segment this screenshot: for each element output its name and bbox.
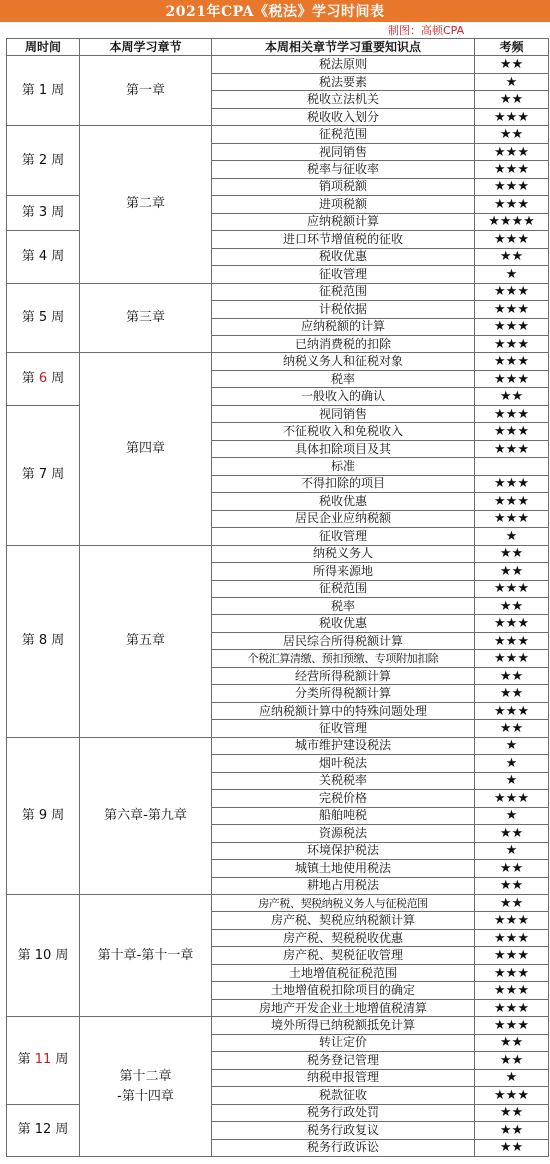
knowledge-point: 进项税额	[212, 196, 475, 213]
week-number: 7	[38, 467, 48, 483]
frequency-stars: ★★	[475, 860, 549, 877]
knowledge-point: 纳税义务人和征税对象	[212, 353, 475, 370]
frequency-stars: ★★	[475, 825, 549, 842]
frequency-stars: ★★★	[475, 1017, 549, 1034]
knowledge-point: 不得扣除的项目	[212, 475, 475, 492]
frequency-stars: ★★★	[475, 161, 549, 178]
frequency-stars: ★	[475, 772, 549, 789]
knowledge-point: 征税范围	[212, 283, 475, 300]
frequency-stars: ★★	[475, 563, 549, 580]
frequency-stars: ★★	[475, 598, 549, 615]
frequency-stars: ★★★	[475, 301, 549, 318]
knowledge-point: 船舶吨税	[212, 807, 475, 824]
chapter-cell: 第十章-第十一章	[80, 894, 212, 1016]
frequency-stars: ★★★	[475, 912, 549, 929]
frequency-stars: ★★	[475, 720, 549, 737]
knowledge-point: 税务行政诉讼	[212, 1139, 475, 1156]
week-suffix: 周	[51, 1122, 69, 1138]
frequency-stars: ★★	[475, 126, 549, 143]
knowledge-point: 税务行政复议	[212, 1122, 475, 1139]
frequency-stars: ★★★	[475, 318, 549, 335]
frequency-stars: ★★★	[475, 929, 549, 946]
knowledge-point: 居民企业应纳税额	[212, 510, 475, 527]
knowledge-point: 税法原则	[212, 56, 475, 73]
header-chapter: 本周学习章节	[80, 39, 212, 56]
knowledge-point: 税法要素	[212, 73, 475, 90]
week-suffix: 周	[51, 1052, 69, 1068]
frequency-stars: ★	[475, 73, 549, 90]
week-prefix: 第	[17, 947, 35, 963]
frequency-stars: ★★★	[475, 632, 549, 649]
credit-note: 制图：高顿CPA	[388, 24, 465, 37]
week-suffix: 周	[47, 310, 65, 325]
frequency-stars: ★★★	[475, 580, 549, 597]
knowledge-point: 纳税义务人	[212, 545, 475, 562]
table-row	[7, 126, 549, 143]
week-prefix: 第	[21, 248, 39, 264]
knowledge-point: 税收立法机关	[212, 91, 475, 108]
frequency-stars: ★★★	[475, 108, 549, 125]
knowledge-point: 房地产开发企业土地增值税清算	[212, 999, 475, 1016]
knowledge-point: 所得来源地	[212, 563, 475, 580]
week-prefix: 第	[17, 1122, 35, 1138]
week-suffix: 周	[47, 205, 65, 221]
knowledge-point: 税率	[212, 370, 475, 387]
frequency-stars: ★★	[475, 1122, 549, 1139]
week-suffix: 周	[51, 947, 69, 963]
knowledge-point: 税收优惠	[212, 615, 475, 632]
frequency-stars: ★★★	[475, 947, 549, 964]
week-suffix: 周	[47, 152, 65, 168]
knowledge-point: 应纳税额计算中的特殊问题处理	[212, 702, 475, 719]
table-row	[7, 737, 549, 754]
frequency-stars: ★★★	[475, 475, 549, 492]
frequency-stars: ★★	[475, 894, 549, 911]
header-points: 本周相关章节学习重要知识点	[212, 39, 475, 56]
frequency-stars: ★★★	[475, 982, 549, 999]
knowledge-point: 纳税申报管理	[212, 1069, 475, 1086]
week-number: 12	[34, 1122, 52, 1138]
knowledge-point: 境外所得已纳税额抵免计算	[212, 1017, 475, 1034]
frequency-stars: ★★★	[475, 615, 549, 632]
frequency-stars: ★★★	[475, 423, 549, 440]
header-row	[7, 39, 549, 56]
chapter-cell: 第三章	[80, 283, 212, 353]
knowledge-point: 税率与征收率	[212, 161, 475, 178]
frequency-stars: ★★	[475, 1139, 549, 1156]
knowledge-point: 烟叶税法	[212, 755, 475, 772]
chapter-cell: 第六章-第九章	[80, 737, 212, 894]
frequency-stars: ★★	[475, 248, 549, 265]
frequency-stars: ★★★	[475, 702, 549, 719]
knowledge-point: 房产税、契税应纳税额计算	[212, 912, 475, 929]
week-number: 9	[38, 807, 48, 823]
frequency-stars: ★	[475, 266, 549, 283]
chapter-cell: 第二章	[80, 126, 212, 283]
knowledge-point: 征税范围	[212, 580, 475, 597]
week-cell	[7, 283, 80, 353]
week-cell	[7, 126, 80, 196]
week-prefix: 第	[21, 807, 39, 823]
frequency-stars: ★★★	[475, 143, 549, 160]
knowledge-point: 耕地占用税法	[212, 877, 475, 894]
week-number: 4	[38, 248, 48, 264]
knowledge-point: 转让定价	[212, 1034, 475, 1051]
table-row	[7, 353, 549, 370]
week-cell	[7, 231, 80, 283]
frequency-stars: ★★★	[475, 790, 549, 807]
week-prefix: 第	[21, 371, 39, 387]
knowledge-point: 个税汇算清缴、预扣预缴、专项附加扣除	[212, 650, 475, 667]
week-cell	[7, 1104, 80, 1156]
knowledge-point: 土地增值税扣除项目的确定	[212, 982, 475, 999]
week-cell	[7, 545, 80, 737]
week-number: 11	[34, 1052, 52, 1068]
week-prefix: 第	[21, 310, 39, 325]
schedule-body	[7, 56, 549, 1157]
week-suffix: 周	[47, 807, 65, 823]
knowledge-point: 税收优惠	[212, 493, 475, 510]
knowledge-point: 征收管理	[212, 720, 475, 737]
frequency-stars: ★★	[475, 667, 549, 684]
week-number: 10	[34, 947, 52, 963]
frequency-stars: ★★★	[475, 510, 549, 527]
week-number: 1	[38, 82, 48, 98]
frequency-stars: ★	[475, 807, 549, 824]
knowledge-point: 征收管理	[212, 266, 475, 283]
knowledge-point: 税率	[212, 598, 475, 615]
week-cell	[7, 196, 80, 231]
frequency-stars: ★★★	[475, 493, 549, 510]
chapter-cell: 第四章	[80, 353, 212, 545]
knowledge-point: 征税范围	[212, 126, 475, 143]
knowledge-point: 一般收入的确认	[212, 388, 475, 405]
knowledge-point: 城市维护建设税法	[212, 737, 475, 754]
frequency-stars: ★★★	[475, 405, 549, 422]
table-row	[7, 894, 549, 911]
frequency-stars: ★★★	[475, 231, 549, 248]
knowledge-point: 视同销售	[212, 143, 475, 160]
page-title: 2021年CPA《税法》学习时间表	[0, 0, 550, 22]
frequency-stars: ★★	[475, 56, 549, 73]
week-number: 5	[38, 310, 48, 325]
knowledge-point: 资源税法	[212, 825, 475, 842]
frequency-stars: ★★	[475, 877, 549, 894]
week-prefix: 第	[21, 205, 39, 221]
week-number: 8	[38, 633, 48, 649]
week-cell	[7, 56, 80, 126]
knowledge-point: 视同销售	[212, 405, 475, 422]
frequency-stars: ★	[475, 842, 549, 859]
schedule-table	[6, 38, 549, 1157]
week-suffix: 周	[47, 371, 65, 387]
frequency-stars: ★★★	[475, 370, 549, 387]
week-cell	[7, 353, 80, 405]
week-cell	[7, 894, 80, 1016]
frequency-stars: ★★★	[475, 353, 549, 370]
frequency-stars: ★★★	[475, 283, 549, 300]
frequency-stars: ★★	[475, 1052, 549, 1069]
frequency-stars: ★★★★	[475, 213, 549, 230]
frequency-stars: ★★	[475, 388, 549, 405]
chapter-cell: 第十二章 -第十四章	[80, 1017, 212, 1157]
frequency-stars: ★★★	[475, 440, 549, 457]
knowledge-point: 分类所得税额计算	[212, 685, 475, 702]
week-prefix: 第	[21, 467, 39, 483]
frequency-stars: ★	[475, 737, 549, 754]
knowledge-point: 税务行政处罚	[212, 1104, 475, 1121]
frequency-stars: ★★	[475, 1034, 549, 1051]
knowledge-point: 征收管理	[212, 528, 475, 545]
table-row	[7, 56, 549, 73]
frequency-stars: ★★★	[475, 964, 549, 981]
knowledge-point: 环境保护税法	[212, 842, 475, 859]
knowledge-point: 经营所得税额计算	[212, 667, 475, 684]
knowledge-point: 计税依据	[212, 301, 475, 318]
header-frequency: 考频	[475, 39, 549, 56]
week-cell	[7, 737, 80, 894]
frequency-stars: ★★★	[475, 1087, 549, 1104]
week-number: 2	[38, 152, 48, 168]
frequency-stars: ★★	[475, 1104, 549, 1121]
week-cell	[7, 405, 80, 545]
knowledge-point: 房产税、契税纳税义务人与征税范围	[212, 894, 475, 911]
week-suffix: 周	[47, 248, 65, 264]
week-prefix: 第	[17, 1052, 35, 1068]
knowledge-point: 具体扣除项目及其	[212, 440, 475, 457]
table-row	[7, 1017, 549, 1034]
frequency-stars: ★	[475, 755, 549, 772]
frequency-stars: ★★★	[475, 999, 549, 1016]
frequency-stars: ★★★	[475, 196, 549, 213]
header-week: 周时间	[7, 39, 80, 56]
frequency-stars: ★	[475, 1069, 549, 1086]
frequency-stars: ★★	[475, 91, 549, 108]
knowledge-point: 销项税额	[212, 178, 475, 195]
knowledge-point: 完税价格	[212, 790, 475, 807]
table-row	[7, 283, 549, 300]
knowledge-point: 关税税率	[212, 772, 475, 789]
chapter-cell: 第一章	[80, 56, 212, 126]
knowledge-point: 不征税收入和免税收入	[212, 423, 475, 440]
chapter-cell: 第五章	[80, 545, 212, 737]
week-suffix: 周	[47, 633, 65, 649]
knowledge-point: 税收收入划分	[212, 108, 475, 125]
week-suffix: 周	[47, 467, 65, 483]
knowledge-point: 房产税、契税征收管理	[212, 947, 475, 964]
frequency-stars: ★★	[475, 685, 549, 702]
knowledge-point: 应纳税额的计算	[212, 318, 475, 335]
knowledge-point: 居民综合所得税额计算	[212, 632, 475, 649]
frequency-stars	[475, 458, 549, 475]
knowledge-point: 应纳税额计算	[212, 213, 475, 230]
frequency-stars: ★★	[475, 545, 549, 562]
knowledge-point: 标准	[212, 458, 475, 475]
frequency-stars: ★	[475, 528, 549, 545]
knowledge-point: 税款征收	[212, 1087, 475, 1104]
knowledge-point: 城镇土地使用税法	[212, 860, 475, 877]
knowledge-point: 已纳消费税的扣除	[212, 335, 475, 352]
week-prefix: 第	[21, 152, 39, 168]
table-row	[7, 545, 549, 562]
week-cell	[7, 1017, 80, 1104]
week-prefix: 第	[21, 633, 39, 649]
week-number: 3	[38, 205, 48, 221]
knowledge-point: 税务登记管理	[212, 1052, 475, 1069]
knowledge-point: 税收优惠	[212, 248, 475, 265]
knowledge-point: 房产税、契税税收优惠	[212, 929, 475, 946]
frequency-stars: ★★★	[475, 335, 549, 352]
week-number: 6	[38, 371, 48, 387]
knowledge-point: 土地增值税征税范围	[212, 964, 475, 981]
frequency-stars: ★★★	[475, 650, 549, 667]
knowledge-point: 进口环节增值税的征收	[212, 231, 475, 248]
week-suffix: 周	[47, 82, 65, 98]
week-prefix: 第	[21, 82, 39, 98]
frequency-stars: ★★★	[475, 178, 549, 195]
